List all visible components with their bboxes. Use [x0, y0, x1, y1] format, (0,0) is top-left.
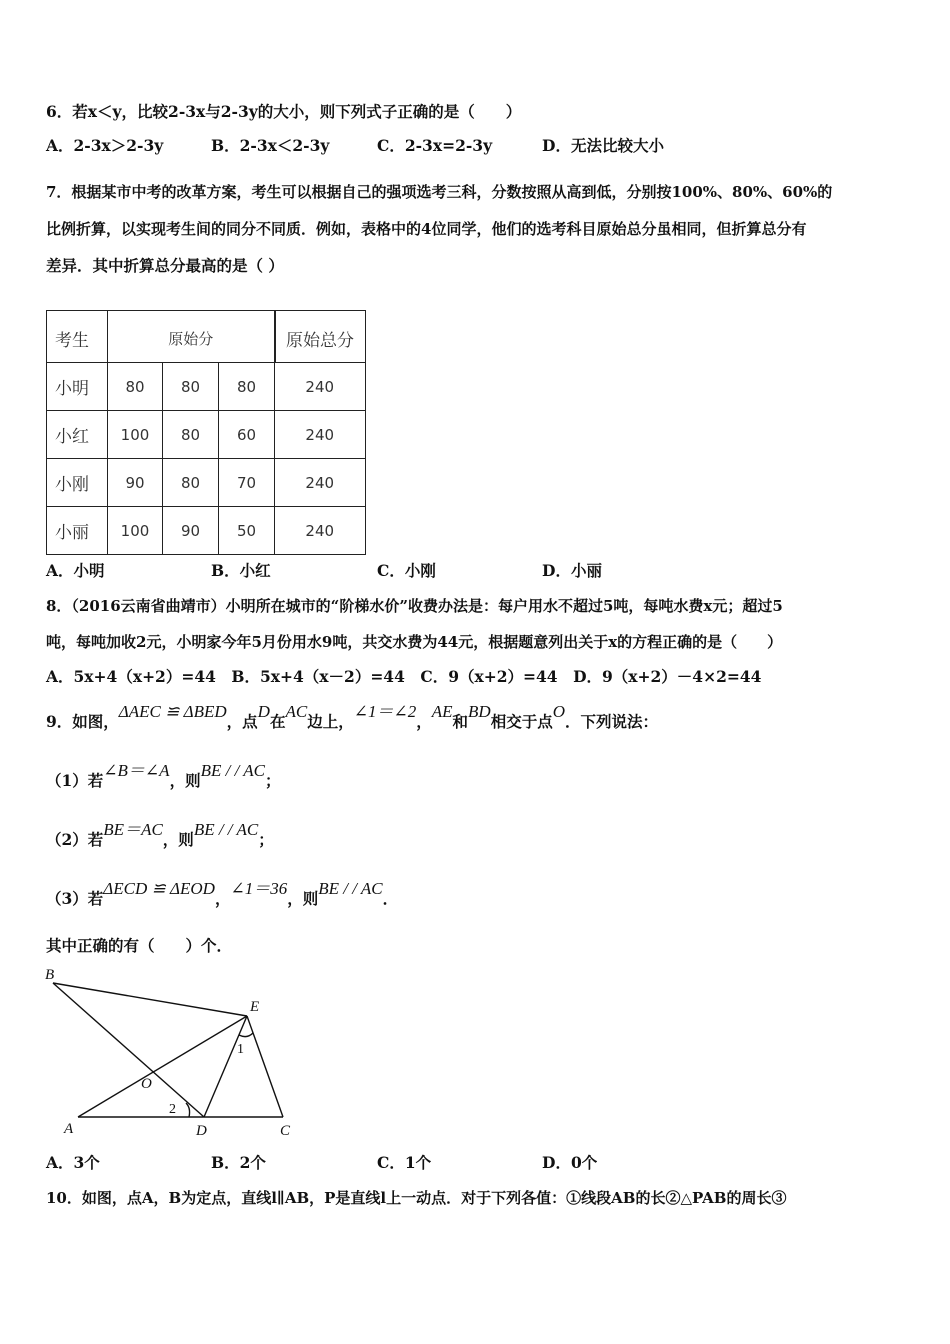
q6-stem: 6．若x＜y，比较2-3x与2-3y的大小，则下列式子正确的是（ ）	[46, 102, 522, 121]
q10-stem: 10．如图，点A，B为定点，直线l∥AB，P是直线l上一动点．对于下列各值：①线段AB的长②△PAB的周长③	[46, 1189, 787, 1207]
label-d: D	[196, 1123, 207, 1139]
q9-statement-3: （3）若ΔECD ≌ ΔEOD，∠1＝36，则BE / / AC．	[46, 879, 399, 908]
q7-line-2: 比例折算，以实现考生间的同分不同质．例如，表格中的4位同学，他们的选考科目原始总分虽相同，但折算总分有	[46, 220, 807, 238]
q9-option-a: A．3个	[46, 1153, 100, 1172]
q9-option-b: B．2个	[211, 1153, 266, 1172]
q6-option-b: B．2-3x＜2-3y	[211, 136, 330, 155]
q9-question: 其中正确的有（ ）个．	[46, 936, 233, 955]
angle-2-arc	[186, 1103, 190, 1117]
label-angle-2: 2	[169, 1102, 176, 1117]
label-b: B	[45, 967, 55, 983]
table-row: 小丽 100 90 50 240	[47, 507, 366, 555]
segment-ec	[247, 1016, 283, 1117]
q6-option-d: D．无法比较大小	[542, 136, 664, 155]
q8-line-1: 8．（2016云南省曲靖市）小明所在城市的“阶梯水价”收费办法是：每户用水不超过5吨，每吨水费x元；超过5	[46, 597, 783, 615]
q6-option-a: A．2-3x＞2-3y	[46, 136, 164, 155]
q7-option-d: D．小丽	[542, 561, 602, 580]
angle-equality: ∠1＝∠2	[353, 702, 417, 721]
angle-1-arc	[239, 1033, 253, 1037]
geometry-figure	[40, 965, 300, 1140]
q7-line-3: 差异．其中折算总分最高的是（ ）	[46, 256, 284, 275]
label-e: E	[250, 999, 260, 1015]
q9-statement-1: （1）若∠B＝∠A，则BE / / AC；	[46, 761, 281, 790]
table-row: 小明 80 80 80 240	[47, 363, 366, 411]
segment-de	[204, 1016, 247, 1117]
header-raw-total: 原始总分	[275, 311, 366, 363]
q9-statement-2: （2）若BE＝AC，则BE / / AC；	[46, 820, 274, 849]
q7-option-b: B．小红	[211, 561, 271, 580]
label-a: A	[64, 1121, 74, 1137]
q7-option-a: A．小明	[46, 561, 105, 580]
q9-option-d: D．0个	[542, 1153, 598, 1172]
label-o: O	[141, 1076, 152, 1092]
congruence-aec-bed: ΔAEC ≌ ΔBED	[118, 702, 227, 721]
q9-option-c: C．1个	[377, 1153, 432, 1172]
header-student: 考生	[47, 311, 108, 363]
header-raw-scores: 原始分	[108, 311, 275, 363]
segment-ae	[78, 1016, 247, 1117]
q8-line-2: 吨，每吨加收2元，小明家今年5月份用水9吨，共交水费为44元，根据题意列出关于x的方程正确的是（ ）	[46, 633, 783, 651]
segment-bd	[53, 983, 204, 1117]
label-c: C	[280, 1123, 291, 1139]
q9-stem: 9．如图，ΔAEC ≌ ΔBED，点D在AC边上，∠1＝∠2，AE和BD相交于点O．下列说法：	[46, 702, 659, 731]
label-angle-1: 1	[237, 1042, 244, 1057]
q7-option-c: C．小刚	[377, 561, 436, 580]
segment-be	[53, 983, 247, 1016]
q6-option-c: C．2-3x=2-3y	[377, 136, 493, 155]
table-row: 小红 100 80 60 240	[47, 411, 366, 459]
q7-line-1: 7．根据某市中考的改革方案，考生可以根据自己的强项选考三科，分数按照从高到低，分别按100%、80%、60%的	[46, 183, 833, 201]
table-row: 小刚 90 80 70 240	[47, 459, 366, 507]
q8-options: A．5x+4（x+2）=44 B．5x+4（x－2）=44 C．9（x+2）=44 D．9（x+2）－4×2=44	[46, 667, 762, 686]
score-table	[46, 310, 366, 555]
